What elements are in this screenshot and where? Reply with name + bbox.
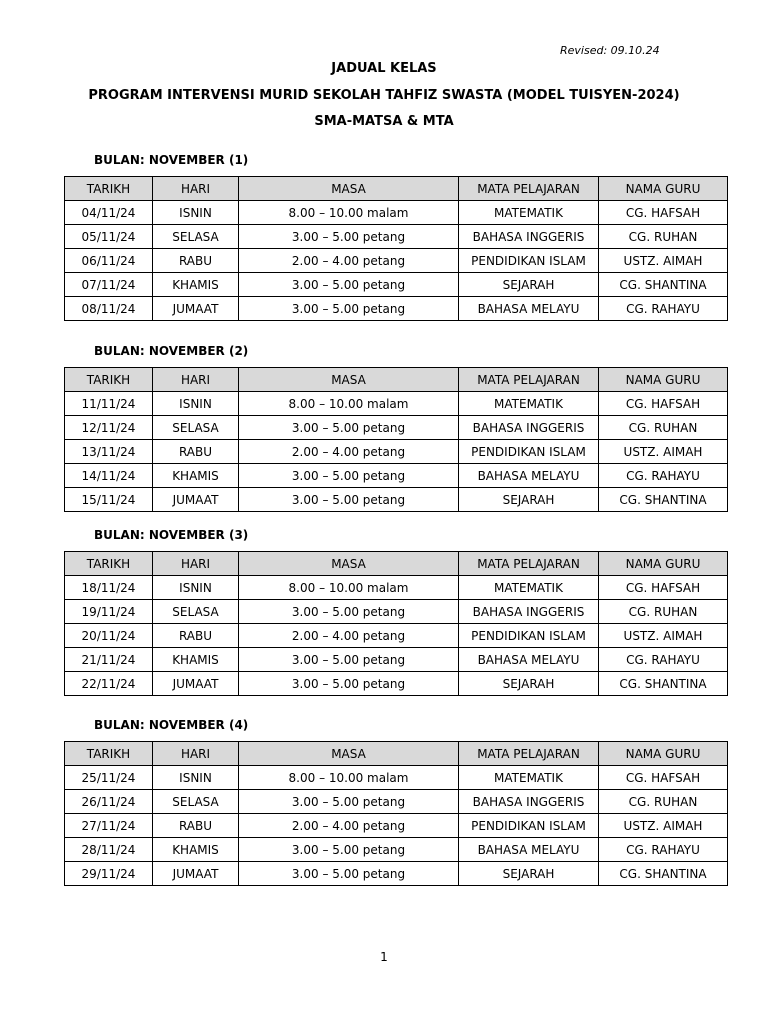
schedule-table <box>64 551 728 696</box>
cell-mata-pelajaran: SEJARAH <box>459 273 599 297</box>
header-nama-guru: NAMA GURU <box>599 552 728 576</box>
table-row <box>65 600 728 624</box>
cell-hari: KHAMIS <box>153 838 239 862</box>
cell-tarikh: 08/11/24 <box>65 297 153 321</box>
table-row <box>65 814 728 838</box>
table-row <box>65 416 728 440</box>
header-mata-pelajaran: MATA PELAJARAN <box>459 742 599 766</box>
cell-mata-pelajaran: BAHASA INGGERIS <box>459 790 599 814</box>
cell-nama-guru: CG. RUHAN <box>599 225 728 249</box>
cell-nama-guru: CG. HAFSAH <box>599 766 728 790</box>
cell-mata-pelajaran: PENDIDIKAN ISLAM <box>459 440 599 464</box>
cell-hari: SELASA <box>153 416 239 440</box>
cell-mata-pelajaran: PENDIDIKAN ISLAM <box>459 624 599 648</box>
cell-masa: 3.00 – 5.00 petang <box>239 464 459 488</box>
table-row <box>65 440 728 464</box>
cell-tarikh: 22/11/24 <box>65 672 153 696</box>
cell-tarikh: 05/11/24 <box>65 225 153 249</box>
cell-tarikh: 26/11/24 <box>65 790 153 814</box>
cell-mata-pelajaran: BAHASA MELAYU <box>459 648 599 672</box>
cell-hari: ISNIN <box>153 201 239 225</box>
table-header-row <box>65 177 728 201</box>
cell-tarikh: 20/11/24 <box>65 624 153 648</box>
header-mata-pelajaran: MATA PELAJARAN <box>459 552 599 576</box>
header-nama-guru: NAMA GURU <box>599 177 728 201</box>
cell-mata-pelajaran: BAHASA MELAYU <box>459 297 599 321</box>
cell-hari: KHAMIS <box>153 273 239 297</box>
cell-nama-guru: CG. SHANTINA <box>599 862 728 886</box>
cell-nama-guru: CG. RAHAYU <box>599 464 728 488</box>
cell-tarikh: 07/11/24 <box>65 273 153 297</box>
cell-mata-pelajaran: PENDIDIKAN ISLAM <box>459 249 599 273</box>
table-row <box>65 766 728 790</box>
header-hari: HARI <box>153 368 239 392</box>
cell-masa: 3.00 – 5.00 petang <box>239 225 459 249</box>
cell-hari: JUMAAT <box>153 297 239 321</box>
cell-nama-guru: CG. RAHAYU <box>599 297 728 321</box>
cell-nama-guru: USTZ. AIMAH <box>599 814 728 838</box>
header-mata-pelajaran: MATA PELAJARAN <box>459 177 599 201</box>
cell-nama-guru: CG. RAHAYU <box>599 648 728 672</box>
table-row <box>65 838 728 862</box>
cell-masa: 3.00 – 5.00 petang <box>239 838 459 862</box>
cell-nama-guru: CG. RUHAN <box>599 790 728 814</box>
cell-nama-guru: CG. RUHAN <box>599 600 728 624</box>
cell-nama-guru: CG. RUHAN <box>599 416 728 440</box>
page-number: 1 <box>380 950 388 964</box>
cell-hari: SELASA <box>153 600 239 624</box>
cell-hari: ISNIN <box>153 576 239 600</box>
cell-hari: RABU <box>153 440 239 464</box>
cell-mata-pelajaran: PENDIDIKAN ISLAM <box>459 814 599 838</box>
cell-tarikh: 21/11/24 <box>65 648 153 672</box>
cell-masa: 2.00 – 4.00 petang <box>239 624 459 648</box>
table-header-row <box>65 368 728 392</box>
schedule-table <box>64 176 728 321</box>
cell-masa: 3.00 – 5.00 petang <box>239 672 459 696</box>
header-hari: HARI <box>153 742 239 766</box>
table-row <box>65 225 728 249</box>
revised-date: Revised: 09.10.24 <box>560 44 660 57</box>
cell-tarikh: 25/11/24 <box>65 766 153 790</box>
cell-mata-pelajaran: BAHASA MELAYU <box>459 464 599 488</box>
cell-tarikh: 06/11/24 <box>65 249 153 273</box>
cell-nama-guru: CG. RAHAYU <box>599 838 728 862</box>
cell-mata-pelajaran: BAHASA INGGERIS <box>459 416 599 440</box>
cell-masa: 3.00 – 5.00 petang <box>239 488 459 512</box>
cell-mata-pelajaran: SEJARAH <box>459 862 599 886</box>
cell-masa: 8.00 – 10.00 malam <box>239 576 459 600</box>
cell-hari: JUMAAT <box>153 862 239 886</box>
cell-hari: JUMAAT <box>153 488 239 512</box>
section-label: BULAN: NOVEMBER (1) <box>94 153 249 167</box>
table-row <box>65 790 728 814</box>
cell-masa: 3.00 – 5.00 petang <box>239 790 459 814</box>
cell-tarikh: 14/11/24 <box>65 464 153 488</box>
cell-masa: 8.00 – 10.00 malam <box>239 766 459 790</box>
cell-nama-guru: CG. HAFSAH <box>599 201 728 225</box>
table-row <box>65 648 728 672</box>
cell-hari: RABU <box>153 624 239 648</box>
cell-mata-pelajaran: BAHASA INGGERIS <box>459 225 599 249</box>
cell-hari: SELASA <box>153 790 239 814</box>
cell-tarikh: 04/11/24 <box>65 201 153 225</box>
header-tarikh: TARIKH <box>65 552 153 576</box>
header-hari: HARI <box>153 177 239 201</box>
table-row <box>65 464 728 488</box>
cell-nama-guru: CG. SHANTINA <box>599 672 728 696</box>
schedule-table <box>64 741 728 886</box>
cell-hari: KHAMIS <box>153 648 239 672</box>
cell-masa: 3.00 – 5.00 petang <box>239 600 459 624</box>
document-title: JADUAL KELAS <box>331 61 437 76</box>
cell-masa: 8.00 – 10.00 malam <box>239 201 459 225</box>
table-header-row <box>65 742 728 766</box>
cell-mata-pelajaran: MATEMATIK <box>459 576 599 600</box>
cell-mata-pelajaran: SEJARAH <box>459 672 599 696</box>
cell-nama-guru: USTZ. AIMAH <box>599 440 728 464</box>
cell-mata-pelajaran: MATEMATIK <box>459 766 599 790</box>
cell-hari: SELASA <box>153 225 239 249</box>
cell-mata-pelajaran: MATEMATIK <box>459 201 599 225</box>
cell-tarikh: 29/11/24 <box>65 862 153 886</box>
table-row <box>65 392 728 416</box>
cell-masa: 3.00 – 5.00 petang <box>239 297 459 321</box>
cell-tarikh: 18/11/24 <box>65 576 153 600</box>
header-masa: MASA <box>239 552 459 576</box>
cell-hari: ISNIN <box>153 392 239 416</box>
cell-nama-guru: CG. SHANTINA <box>599 488 728 512</box>
cell-hari: RABU <box>153 814 239 838</box>
table-row <box>65 672 728 696</box>
cell-tarikh: 28/11/24 <box>65 838 153 862</box>
cell-tarikh: 27/11/24 <box>65 814 153 838</box>
cell-masa: 8.00 – 10.00 malam <box>239 392 459 416</box>
cell-mata-pelajaran: SEJARAH <box>459 488 599 512</box>
cell-nama-guru: USTZ. AIMAH <box>599 624 728 648</box>
cell-masa: 2.00 – 4.00 petang <box>239 249 459 273</box>
header-masa: MASA <box>239 368 459 392</box>
header-tarikh: TARIKH <box>65 177 153 201</box>
table-header-row <box>65 552 728 576</box>
cell-tarikh: 13/11/24 <box>65 440 153 464</box>
cell-hari: KHAMIS <box>153 464 239 488</box>
header-mata-pelajaran: MATA PELAJARAN <box>459 368 599 392</box>
cell-nama-guru: USTZ. AIMAH <box>599 249 728 273</box>
table-row <box>65 488 728 512</box>
cell-tarikh: 11/11/24 <box>65 392 153 416</box>
header-tarikh: TARIKH <box>65 742 153 766</box>
schedule-table <box>64 367 728 512</box>
cell-nama-guru: CG. SHANTINA <box>599 273 728 297</box>
header-nama-guru: NAMA GURU <box>599 368 728 392</box>
school-title: SMA-MATSA & MTA <box>314 114 454 129</box>
cell-hari: JUMAAT <box>153 672 239 696</box>
header-masa: MASA <box>239 742 459 766</box>
header-hari: HARI <box>153 552 239 576</box>
cell-tarikh: 12/11/24 <box>65 416 153 440</box>
cell-masa: 3.00 – 5.00 petang <box>239 862 459 886</box>
cell-hari: ISNIN <box>153 766 239 790</box>
cell-masa: 3.00 – 5.00 petang <box>239 273 459 297</box>
table-row <box>65 576 728 600</box>
cell-tarikh: 15/11/24 <box>65 488 153 512</box>
cell-nama-guru: CG. HAFSAH <box>599 576 728 600</box>
table-row <box>65 273 728 297</box>
section-label: BULAN: NOVEMBER (2) <box>94 344 249 358</box>
cell-hari: RABU <box>153 249 239 273</box>
program-title: PROGRAM INTERVENSI MURID SEKOLAH TAHFIZ SWASTA (MODEL TUISYEN-2024) <box>88 88 680 103</box>
cell-masa: 3.00 – 5.00 petang <box>239 648 459 672</box>
table-row <box>65 201 728 225</box>
cell-masa: 2.00 – 4.00 petang <box>239 440 459 464</box>
cell-mata-pelajaran: BAHASA INGGERIS <box>459 600 599 624</box>
cell-tarikh: 19/11/24 <box>65 600 153 624</box>
header-nama-guru: NAMA GURU <box>599 742 728 766</box>
cell-mata-pelajaran: BAHASA MELAYU <box>459 838 599 862</box>
header-tarikh: TARIKH <box>65 368 153 392</box>
cell-masa: 3.00 – 5.00 petang <box>239 416 459 440</box>
table-row <box>65 624 728 648</box>
table-row <box>65 862 728 886</box>
cell-mata-pelajaran: MATEMATIK <box>459 392 599 416</box>
table-row <box>65 249 728 273</box>
section-label: BULAN: NOVEMBER (4) <box>94 718 249 732</box>
cell-nama-guru: CG. HAFSAH <box>599 392 728 416</box>
table-row <box>65 297 728 321</box>
header-masa: MASA <box>239 177 459 201</box>
section-label: BULAN: NOVEMBER (3) <box>94 528 249 542</box>
cell-masa: 2.00 – 4.00 petang <box>239 814 459 838</box>
